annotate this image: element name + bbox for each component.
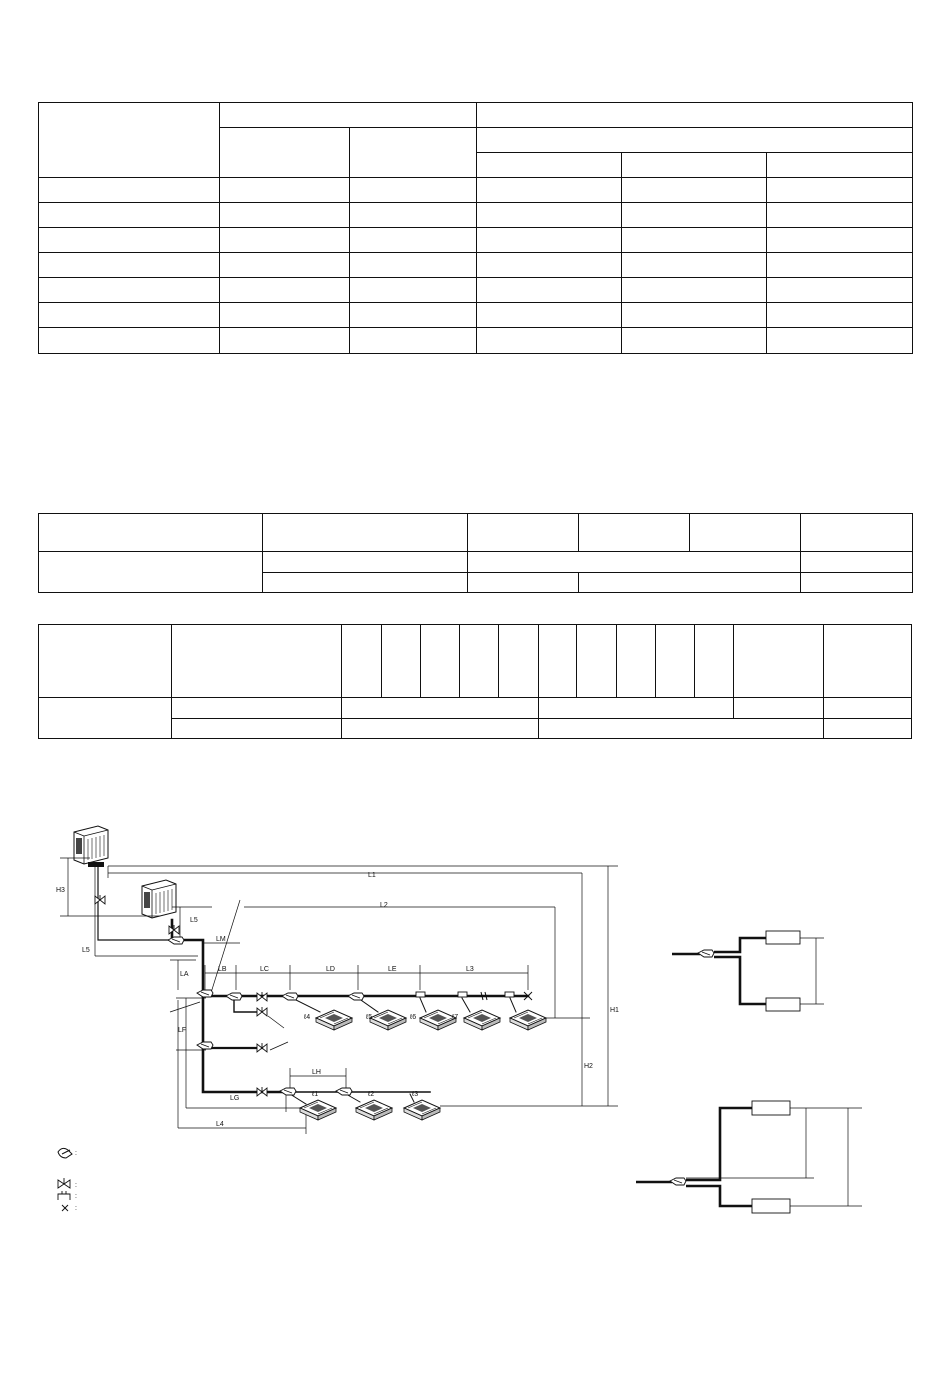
legend: [58, 1148, 77, 1212]
legend-colon: :: [75, 1193, 77, 1200]
dim-l3-label: L3: [466, 966, 474, 973]
outdoor-unit-base: [88, 862, 104, 867]
dim-lh-label: LH: [312, 1069, 321, 1076]
end-cap-legend-icon: [62, 1205, 68, 1211]
indoor-unit-4-icon: [316, 1010, 352, 1030]
branch-joint-icon: [226, 993, 242, 1000]
dim-ld-label: LD: [326, 966, 335, 973]
unit-label-l3: ℓ3: [412, 1091, 419, 1098]
indoor-unit-2-icon: [356, 1100, 392, 1120]
legend-colon: :: [75, 1182, 77, 1189]
stop-valve-icon: [257, 992, 267, 1001]
indoor-unit-7-icon: [464, 1010, 500, 1030]
dim-lm-label: LM: [216, 936, 226, 943]
dim-l4-label: L4: [216, 1121, 224, 1128]
indoor-unit-8-icon: [510, 1010, 546, 1030]
unit-label-l4: ℓ4: [304, 1014, 311, 1021]
stop-valve-icon: [95, 895, 105, 904]
legend-colon: :: [75, 1150, 77, 1157]
header-legend-icon: [58, 1191, 70, 1200]
branch-joint-icon: [197, 1042, 213, 1049]
stop-valve-icon: [169, 925, 179, 934]
dim-h2-label: H2: [584, 1063, 593, 1070]
dim-la-label: LA: [180, 971, 189, 978]
stop-valve-icon: [257, 1043, 267, 1052]
branch-joint-icon: [168, 937, 184, 944]
branch-detail-2: [636, 1101, 862, 1213]
stop-valve-icon: [257, 1087, 267, 1096]
branch-joint-icon: [280, 1088, 296, 1095]
unit-label-l6: ℓ6: [410, 1014, 417, 1021]
branch-joint-icon: [348, 993, 364, 1000]
indoor-unit-5-icon: [370, 1010, 406, 1030]
branch-detail-1: [672, 931, 824, 1011]
indoor-unit-6-icon: [420, 1010, 459, 1030]
dim-lf-label: LF: [178, 1027, 187, 1034]
dim-l1-label: L1: [368, 872, 376, 879]
stop-valve-icon: [257, 1007, 267, 1016]
unit-label-l5: ℓ5: [366, 1014, 373, 1021]
valve-legend-icon: [58, 1178, 70, 1188]
legend-colon: :: [75, 1205, 77, 1212]
unit-label-l7: ℓ7: [452, 1014, 459, 1021]
dim-le-label: LE: [388, 966, 397, 973]
dim-lc-label: LC: [260, 966, 269, 973]
indoor-unit-3-icon: [404, 1100, 440, 1120]
dim-l5-top-label: L5: [190, 917, 198, 924]
branch-joint-icon: [197, 990, 213, 997]
branch-joint-icon: [336, 1088, 352, 1095]
indoor-unit-1-icon: [300, 1100, 336, 1120]
unit-label-l2: ℓ2: [368, 1091, 375, 1098]
dim-h1-label: H1: [610, 1007, 619, 1014]
dim-lb-label: LB: [218, 966, 227, 973]
branch-joint-legend-icon: [58, 1148, 72, 1158]
dim-h3-label: H3: [56, 887, 65, 894]
outdoor-unit-2-icon: [142, 880, 176, 918]
dim-lg-label: LG: [230, 1095, 240, 1102]
dim-l2-label: L2: [380, 902, 388, 909]
dim-l5-left-label: L5: [82, 947, 90, 954]
unit-label-l1: ℓ1: [312, 1091, 319, 1098]
branch-joint-icon: [282, 993, 298, 1000]
